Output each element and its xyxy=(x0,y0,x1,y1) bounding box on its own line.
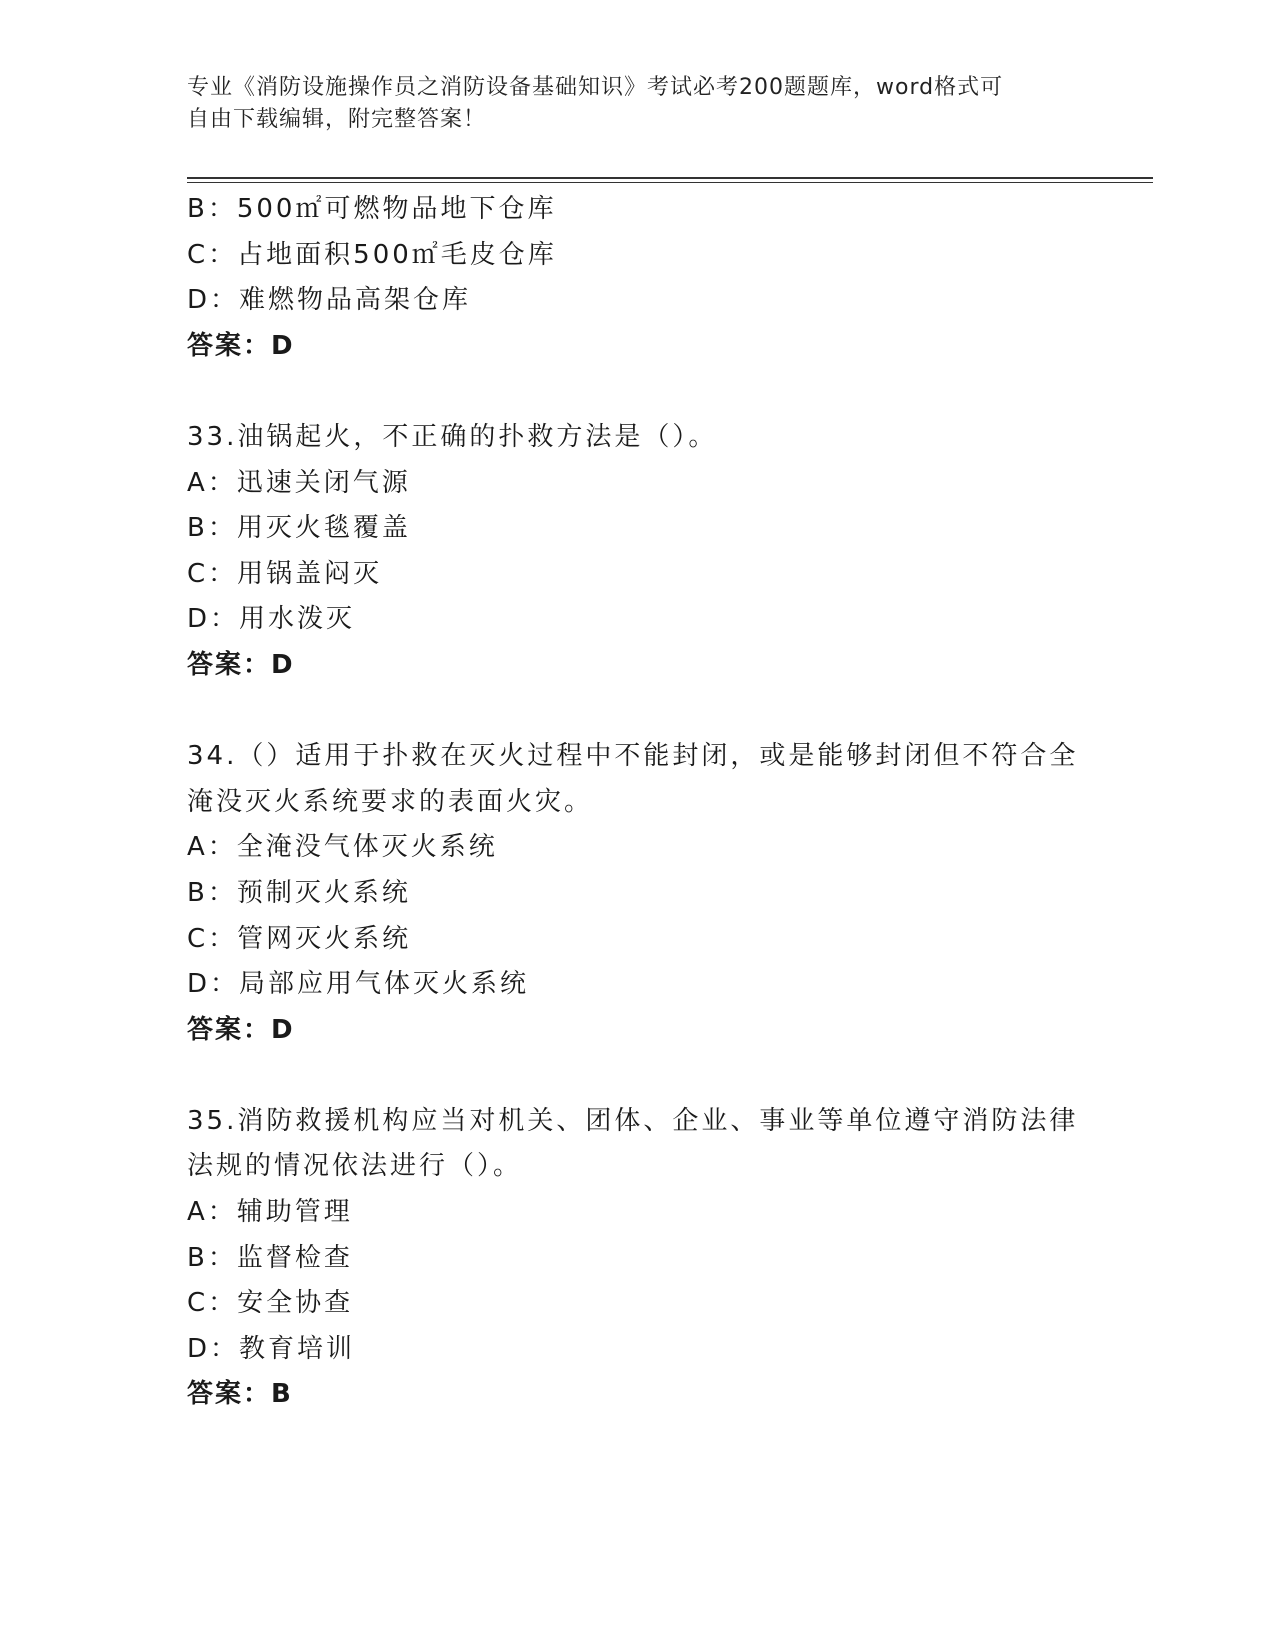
question-32-tail xyxy=(187,187,1087,369)
question-35 xyxy=(187,1099,1087,1418)
option-d: D：难燃物品高架仓库 xyxy=(187,285,472,316)
option-a: A：全淹没气体灭火系统 xyxy=(187,832,498,863)
question-34 xyxy=(187,734,1087,1053)
header-title-line-2: 自由下载编辑，附完整答案！ xyxy=(187,107,487,132)
option-b: B：用灭火毯覆盖 xyxy=(187,513,411,544)
question-stem-line-1: 34.（）适用于扑救在灭火过程中不能封闭，或是能够封闭但不符合全 xyxy=(187,741,1079,772)
header-title-line-1: 专业《消防设施操作员之消防设备基础知识》考试必考200题题库，word格式可 xyxy=(187,75,1004,100)
spacer xyxy=(187,369,1087,415)
question-stem-line-2: 法规的情况依法进行（）。 xyxy=(187,1151,523,1182)
question-list xyxy=(187,187,1087,1418)
option-a: A：迅速关闭气源 xyxy=(187,467,411,498)
option-c: C：安全协查 xyxy=(187,1288,354,1319)
question-stem-line-1: 35.消防救援机构应当对机关、团体、企业、事业等单位遵守消防法律 xyxy=(187,1105,1079,1136)
answer-line: 答案：D xyxy=(187,1014,295,1045)
answer-line: 答案：D xyxy=(187,330,295,361)
option-d: D：局部应用气体灭火系统 xyxy=(187,969,530,1000)
option-c: C：占地面积500㎡毛皮仓库 xyxy=(187,239,557,270)
answer-line: 答案：D xyxy=(187,649,295,680)
question-stem: 33.油锅起火，不正确的扑救方法是（）。 xyxy=(187,421,718,452)
option-c: C：用锅盖闷灭 xyxy=(187,558,383,589)
spacer xyxy=(187,689,1087,735)
option-b: B：500㎡可燃物品地下仓库 xyxy=(187,194,557,224)
page-header xyxy=(187,72,1067,136)
option-a: A：辅助管理 xyxy=(187,1197,353,1228)
question-stem-line-2: 淹没灭火系统要求的表面火灾。 xyxy=(187,786,594,817)
option-d: D：教育培训 xyxy=(187,1333,356,1364)
header-divider-thick xyxy=(187,177,1153,179)
option-b: B：监督检查 xyxy=(187,1242,353,1273)
question-33 xyxy=(187,415,1087,689)
header-divider-thin xyxy=(187,182,1153,183)
answer-line: 答案：B xyxy=(187,1379,293,1410)
option-c: C：管网灭火系统 xyxy=(187,923,412,954)
option-d: D：用水泼灭 xyxy=(187,604,356,635)
option-b: B：预制灭火系统 xyxy=(187,877,411,908)
spacer xyxy=(187,1053,1087,1099)
